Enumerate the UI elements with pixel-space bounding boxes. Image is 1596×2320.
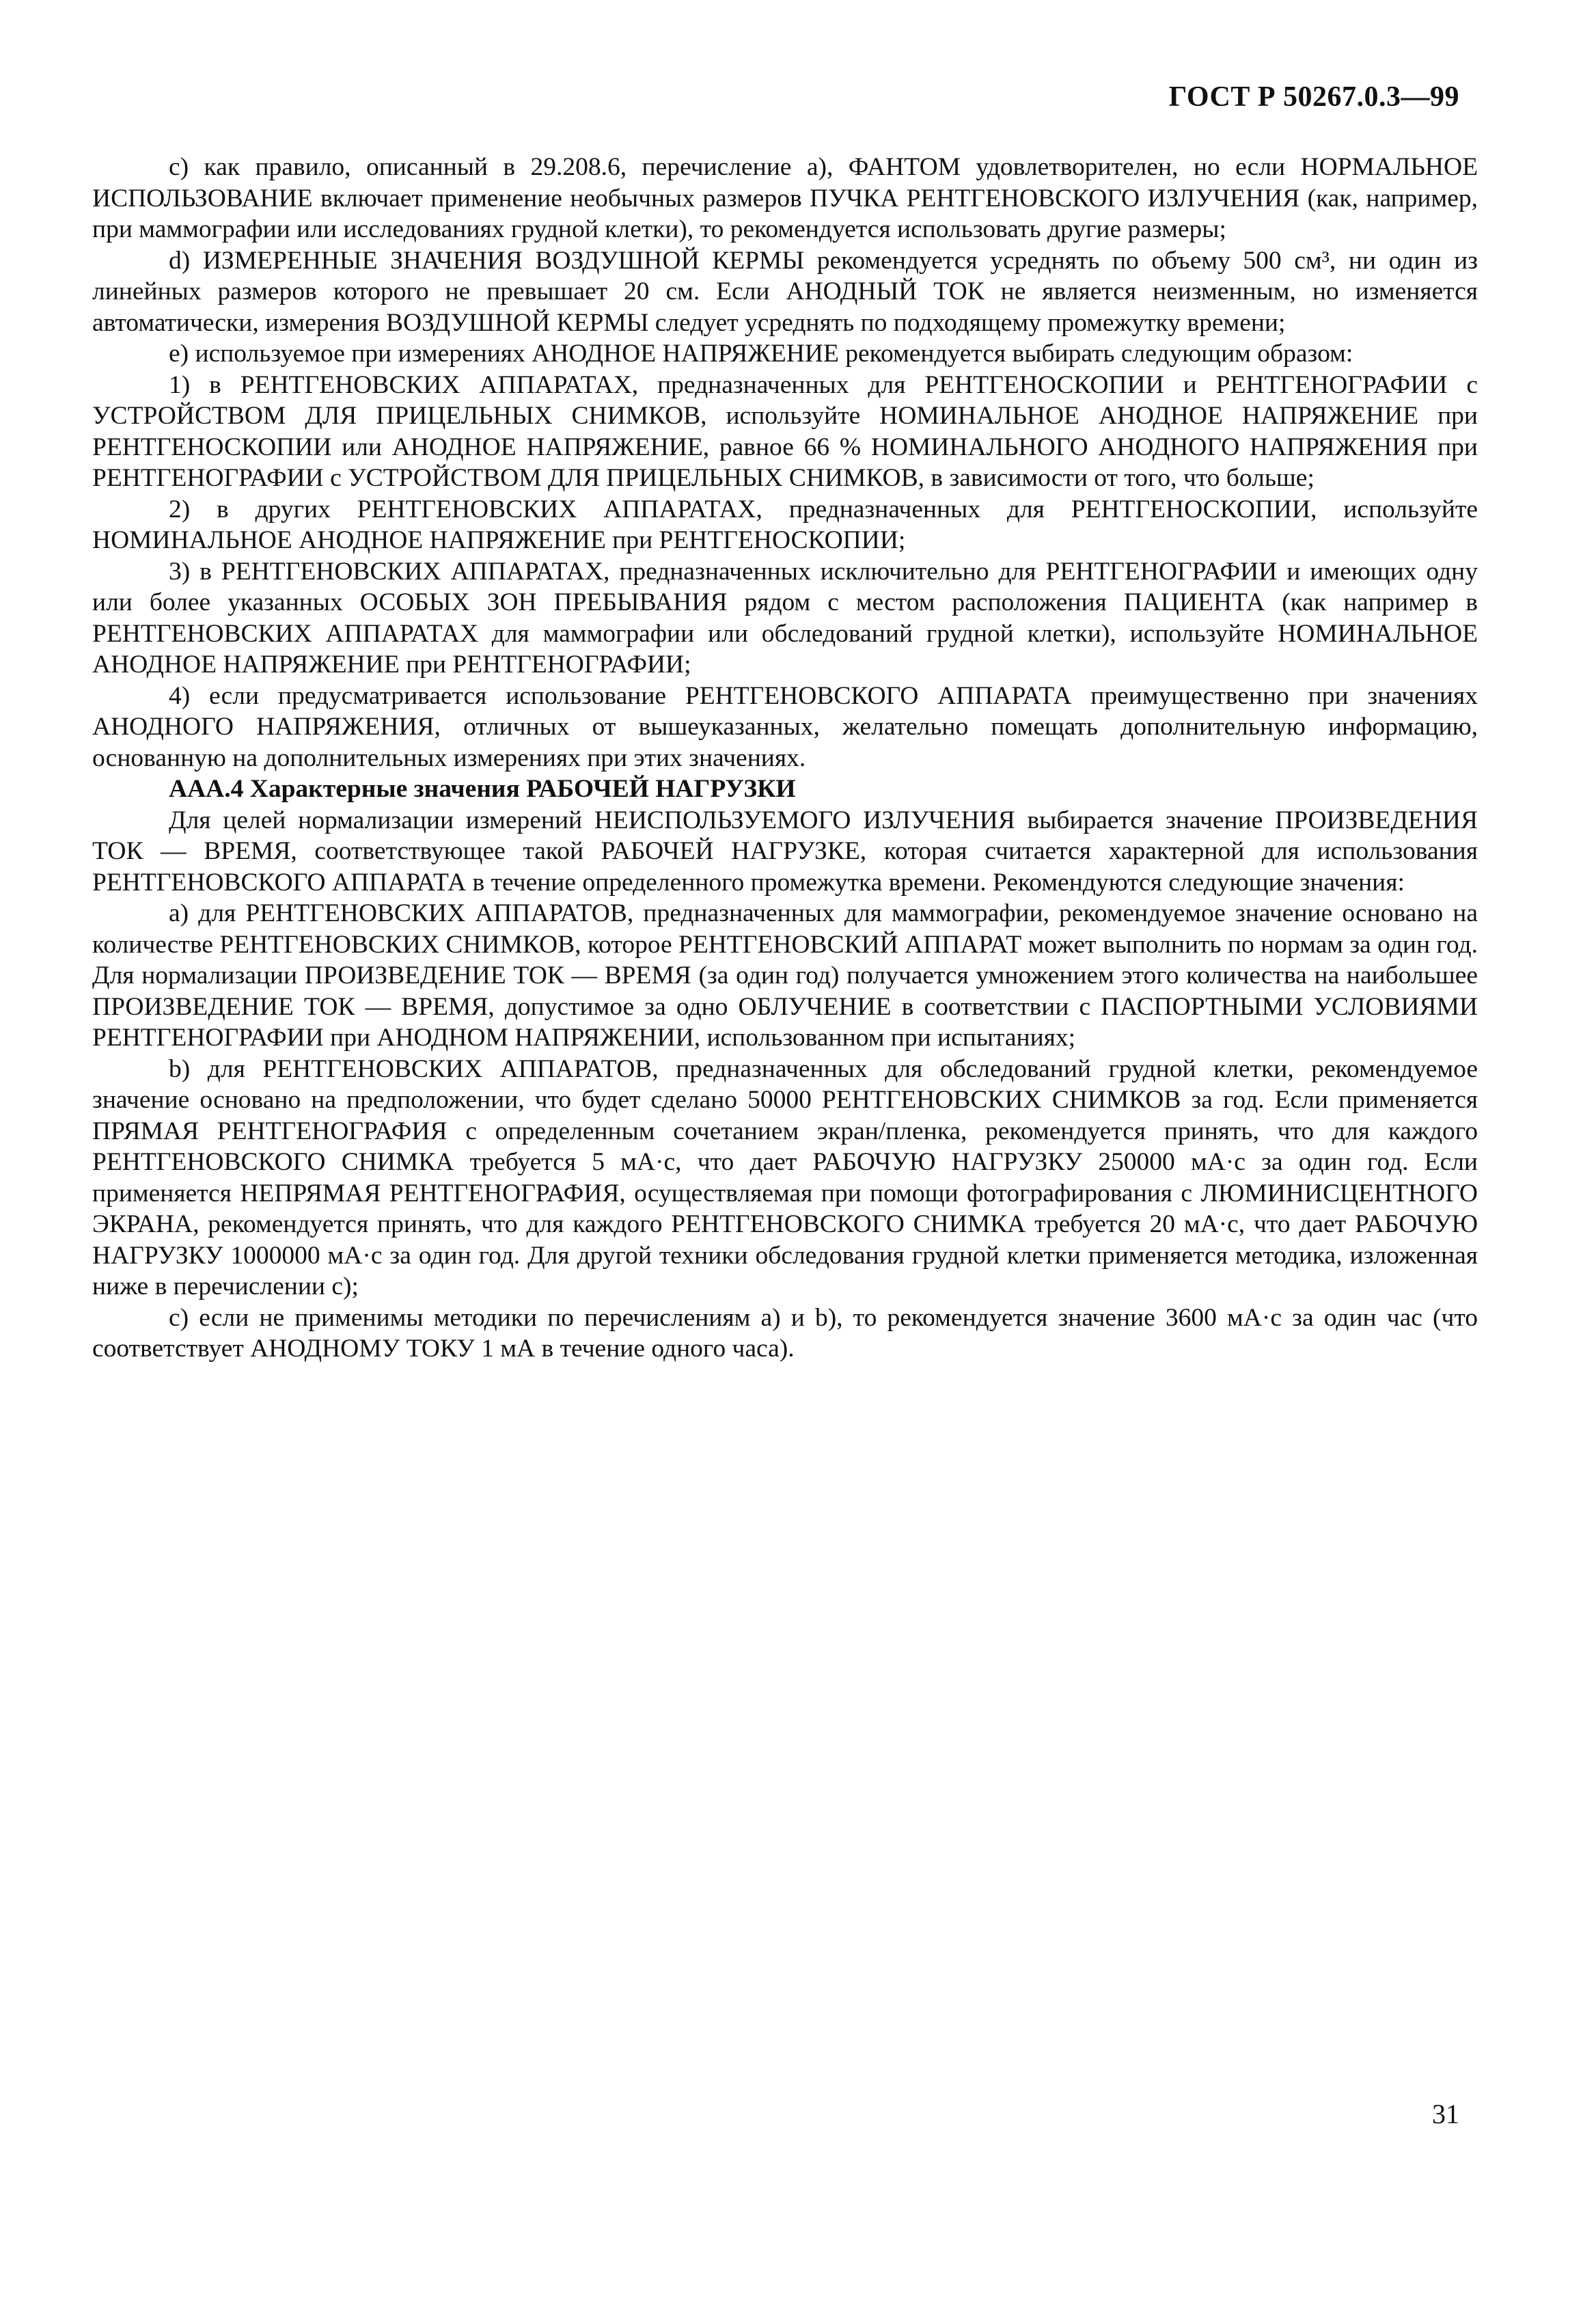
paragraph-subitem-4: 4) если предусматривается использование РЕНТГЕНОВСКОГО АППАРАТА преимущественно при значениях АНОДНОГО НАПРЯЖЕНИЯ, отличных от вышеуказанных, желательно помещать дополнительную информацию, основанную на дополнительных измерениях при этих значениях. bbox=[92, 681, 1478, 772]
paragraph-item-d: d) ИЗМЕРЕННЫЕ ЗНАЧЕНИЯ ВОЗДУШНОЙ КЕРМЫ рекомендуется усреднять по объему 500 см³, ни один из линейных размеров которого не превышает 20 см. Если АНОДНЫЙ ТОК не является неизменным, но изменяется автоматически, измерения ВОЗДУШНОЙ КЕРМЫ следует усреднять по подходящему промежутку времени; bbox=[92, 246, 1478, 337]
section-item-b: b) для РЕНТГЕНОВСКИХ АППАРАТОВ, предназначенных для обследований грудной клетки, рекомендуемое значение основано на предположении, что будет сделано 50000 РЕНТГЕНОВСКИХ СНИМКОВ за год. Если применяется ПРЯМАЯ РЕНТГЕНОГРАФИЯ с определенным сочетанием экран/пленка, рекомендуется принять, что для каждого РЕНТГЕНОВСКОГО СНИМКА требуется 5 мА·с, что дает РАБОЧУЮ НАГРУЗКУ 250000 мА·с за один год. Если применяется НЕПРЯМАЯ РЕНТГЕНОГРАФИЯ, осуществляемая при помощи фотографирования с ЛЮМИНИСЦЕНТНОГО ЭКРАНА, рекомендуется принять, что для каждого РЕНТГЕНОВСКОГО СНИМКА требуется 20 мА·с, что дает РАБОЧУЮ НАГРУЗКУ 1000000 мА·с за один год. Для другой техники обследования грудной клетки применяется методика, изложенная ниже в перечислении c); bbox=[92, 1054, 1478, 1300]
paragraph-subitem-1: 1) в РЕНТГЕНОВСКИХ АППАРАТАХ, предназначенных для РЕНТГЕНОСКОПИИ и РЕНТГЕНОГРАФИИ с УСТРОЙСТВОМ ДЛЯ ПРИЦЕЛЬНЫХ СНИМКОВ, используйте НОМИНАЛЬНОЕ АНОДНОЕ НАПРЯЖЕНИЕ при РЕНТГЕНОСКОПИИ или АНОДНОЕ НАПРЯЖЕНИЕ, равное 66 % НОМИНАЛЬНОГО АНОДНОГО НАПРЯЖЕНИЯ при РЕНТГЕНОГРАФИИ с УСТРОЙСТВОМ ДЛЯ ПРИЦЕЛЬНЫХ СНИМКОВ, в зависимости от того, что больше; bbox=[92, 370, 1478, 492]
paragraph-subitem-2: 2) в других РЕНТГЕНОВСКИХ АППАРАТАХ, предназначенных для РЕНТГЕНОСКОПИИ, используйте НОМИНАЛЬНОЕ АНОДНОЕ НАПРЯЖЕНИЕ при РЕНТГЕНОСКОПИИ; bbox=[92, 495, 1478, 554]
section-item-a: a) для РЕНТГЕНОВСКИХ АППАРАТОВ, предназначенных для маммографии, рекомендуемое значение основано на количестве РЕНТГЕНОВСКИХ СНИМКОВ, которое РЕНТГЕНОВСКИЙ АППАРАТ может выполнить по нормам за один год. Для нормализации ПРОИЗВЕДЕНИЕ ТОК — ВРЕМЯ (за один год) получается умножением этого количества на наибольшее ПРОИЗВЕДЕНИЕ ТОК — ВРЕМЯ, допустимое за одно ОБЛУЧЕНИЕ в соответствии с ПАСПОРТНЫМИ УСЛОВИЯМИ РЕНТГЕНОГРАФИИ при АНОДНОМ НАПРЯЖЕНИИ, использованном при испытаниях; bbox=[92, 899, 1478, 1052]
section-intro-paragraph: Для целей нормализации измерений НЕИСПОЛЬЗУЕМОГО ИЗЛУЧЕНИЯ выбирается значение ПРОИЗВЕДЕНИЯ ТОК — ВРЕМЯ, соответствующее такой РАБОЧЕЙ НАГРУЗКЕ, которая считается характерной для использования РЕНТГЕНОВСКОГО АППАРАТА в течение определенного промежутка времени. Рекомендуются следующие значения: bbox=[92, 806, 1478, 897]
paragraph-item-c: c) как правило, описанный в 29.208.6, перечисление a), ФАНТОМ удовлетворителен, но если НОРМАЛЬНОЕ ИСПОЛЬЗОВАНИЕ включает применение необычных размеров ПУЧКА РЕНТГЕНОВСКОГО ИЗЛУЧЕНИЯ (как, например, при маммографии или исследованиях грудной клетки), то рекомендуется использовать другие размеры; bbox=[92, 153, 1478, 243]
paragraph-item-e: e) используемое при измерениях АНОДНОЕ НАПРЯЖЕНИЕ рекомендуется выбирать следующим образом: bbox=[169, 340, 1353, 368]
section-item-c: c) если не применимы методики по перечислениям a) и b), то рекомендуется значение 3600 мА·с за один час (что соответствует АНОДНОМУ ТОКУ 1 мА в течение одного часа). bbox=[92, 1303, 1478, 1363]
document-id-header: ГОСТ Р 50267.0.3—99 bbox=[1168, 81, 1459, 113]
paragraph-subitem-3: 3) в РЕНТГЕНОВСКИХ АППАРАТАХ, предназначенных исключительно для РЕНТГЕНОГРАФИИ и имеющих одну или более указанных ОСОБЫХ ЗОН ПРЕБЫВАНИЯ рядом с местом расположения ПАЦИЕНТА (как например в РЕНТГЕНОВСКИХ АППАРАТАХ для маммографии или обследований грудной клетки), используйте НОМИНАЛЬНОЕ АНОДНОЕ НАПРЯЖЕНИЕ при РЕНТГЕНОГРАФИИ; bbox=[92, 557, 1478, 679]
page-number: 31 bbox=[1432, 2099, 1459, 2129]
section-heading: AAA.4 Характерные значения РАБОЧЕЙ НАГРУЗКИ bbox=[169, 775, 796, 803]
document-body bbox=[92, 152, 1478, 1365]
